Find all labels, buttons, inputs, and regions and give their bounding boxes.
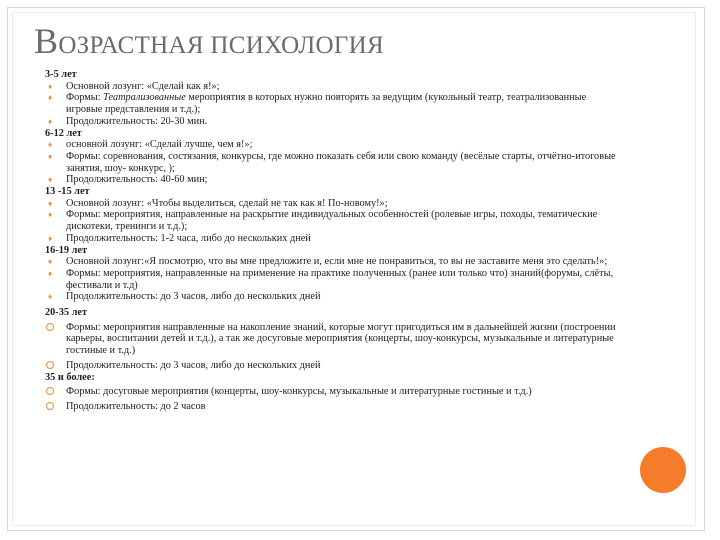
bullet-item <box>45 291 625 303</box>
bullet-text: Формы: мероприятия направленные на накопление знаний, которые могут пригодиться им в дальнейшей жизни (построении карьеры, воспитании детей и т.д.), а так же досуговые мероприятия (концерты, шоу-конкурсы, музыкальные и литературные гостиные и т.д.) <box>66 321 616 357</box>
bullet-text: мероприятия в которых нужно повторять за ведущим (кукольный театр, театрализованные игровые представления и т.д.); <box>66 92 587 116</box>
bullet-text: Продолжительность: до 2 часов <box>66 400 206 412</box>
diamond-bullet-icon: ♦ <box>47 210 53 220</box>
diamond-bullet-icon: ♦ <box>47 268 53 278</box>
bullet-item <box>45 174 625 186</box>
bullet-item <box>45 360 625 372</box>
diamond-bullet-icon: ♦ <box>47 175 53 185</box>
age-group-heading: 16-19 лет <box>45 244 88 256</box>
age-group-heading: 20-35 лет <box>45 307 88 319</box>
bullet-item <box>45 151 625 174</box>
bullet-item <box>45 92 625 115</box>
diamond-bullet-icon: ♦ <box>47 198 53 208</box>
bullet-italic-text: Театрализованные <box>103 92 186 104</box>
bullet-item <box>45 209 625 232</box>
diamond-bullet-icon: ♦ <box>47 151 53 161</box>
diamond-bullet-icon: ♦ <box>47 81 53 91</box>
diamond-bullet-icon: ♦ <box>47 233 53 243</box>
bullet-text: Продолжительность: 1-2 часа, либо до нескольких дней <box>66 232 311 244</box>
title-rest: ОЗРАСТНАЯ ПСИХОЛОГИЯ <box>58 32 384 59</box>
age-group-heading: 35 и более: <box>45 371 95 383</box>
diamond-bullet-icon: ♦ <box>47 116 53 126</box>
bullet-text: Основной лозунг: «Чтобы выделиться, сделай не так как я! По-новому!»; <box>66 197 388 209</box>
age-group-heading: 3-5 лет <box>45 69 77 80</box>
bullet-prefix: Формы: <box>66 92 104 104</box>
bullet-item <box>45 81 625 93</box>
bullet-text: основной лозунг: «Сделай лучше, чем я!»; <box>66 139 253 151</box>
age-group-heading: 13 -15 лет <box>45 186 90 198</box>
bullet-item <box>45 401 625 413</box>
age-group-heading: 6-12 лет <box>45 127 82 139</box>
slide-content <box>45 69 625 413</box>
bullet-text: Основной лозунг: «Сделай как я!»; <box>66 80 220 92</box>
bullet-text: Продолжительность: до 3 часов, либо до нескольких дней <box>66 291 321 303</box>
bullet-text: Формы: досуговые мероприятия (концерты, шоу-конкурсы, музыкальные и литературные гостиные и т.д.) <box>66 386 532 398</box>
bullet-item <box>45 198 625 210</box>
bullet-text: Основной лозунг:«Я посмотрю, что вы мне предложите и, если мне не понравиться, то вы не заставите меня это сделать!»; <box>66 256 608 268</box>
ring-bullet-icon <box>45 387 55 399</box>
bullet-item <box>45 268 625 291</box>
bullet-text: Продолжительность: до 3 часов, либо до нескольких дней <box>66 359 321 371</box>
diamond-bullet-icon: ♦ <box>47 93 53 103</box>
slide-title <box>34 20 384 62</box>
diamond-bullet-icon: ♦ <box>47 257 53 267</box>
bullet-item <box>45 233 625 245</box>
diamond-bullet-icon: ♦ <box>47 292 53 302</box>
ring-bullet-icon <box>45 361 55 373</box>
bullet-text: Продолжительность: 20-30 мин. <box>66 115 208 127</box>
bullet-item <box>45 139 625 151</box>
bullet-item <box>45 322 625 357</box>
title-initial: В <box>34 21 59 61</box>
bullet-item <box>45 386 625 398</box>
bullet-text: Формы: мероприятия, направленные на применение на практике полученных (ранее или только что) знаний(форумы, слёты, фестивали и т.д) <box>66 267 614 291</box>
bullet-text: Формы: мероприятия, направленные на раскрытие индивидуальных особенностей (ролевые игры, походы, тематические дискотеки, тренинги и т.д.); <box>66 209 598 233</box>
decorative-circle <box>640 447 686 493</box>
ring-bullet-icon <box>45 402 55 414</box>
bullet-item <box>45 256 625 268</box>
bullet-text: Формы: соревнования, состязания, конкурсы, где можно показать себя или свою команду (весёлые старты, отчётно-итоговые занятия, шоу- конкурс, ); <box>66 150 616 174</box>
diamond-bullet-icon: ♦ <box>47 140 53 150</box>
bullet-text: Продолжительность: 40-60 мин; <box>66 174 208 186</box>
ring-bullet-icon <box>45 323 55 335</box>
bullet-item <box>45 116 625 128</box>
